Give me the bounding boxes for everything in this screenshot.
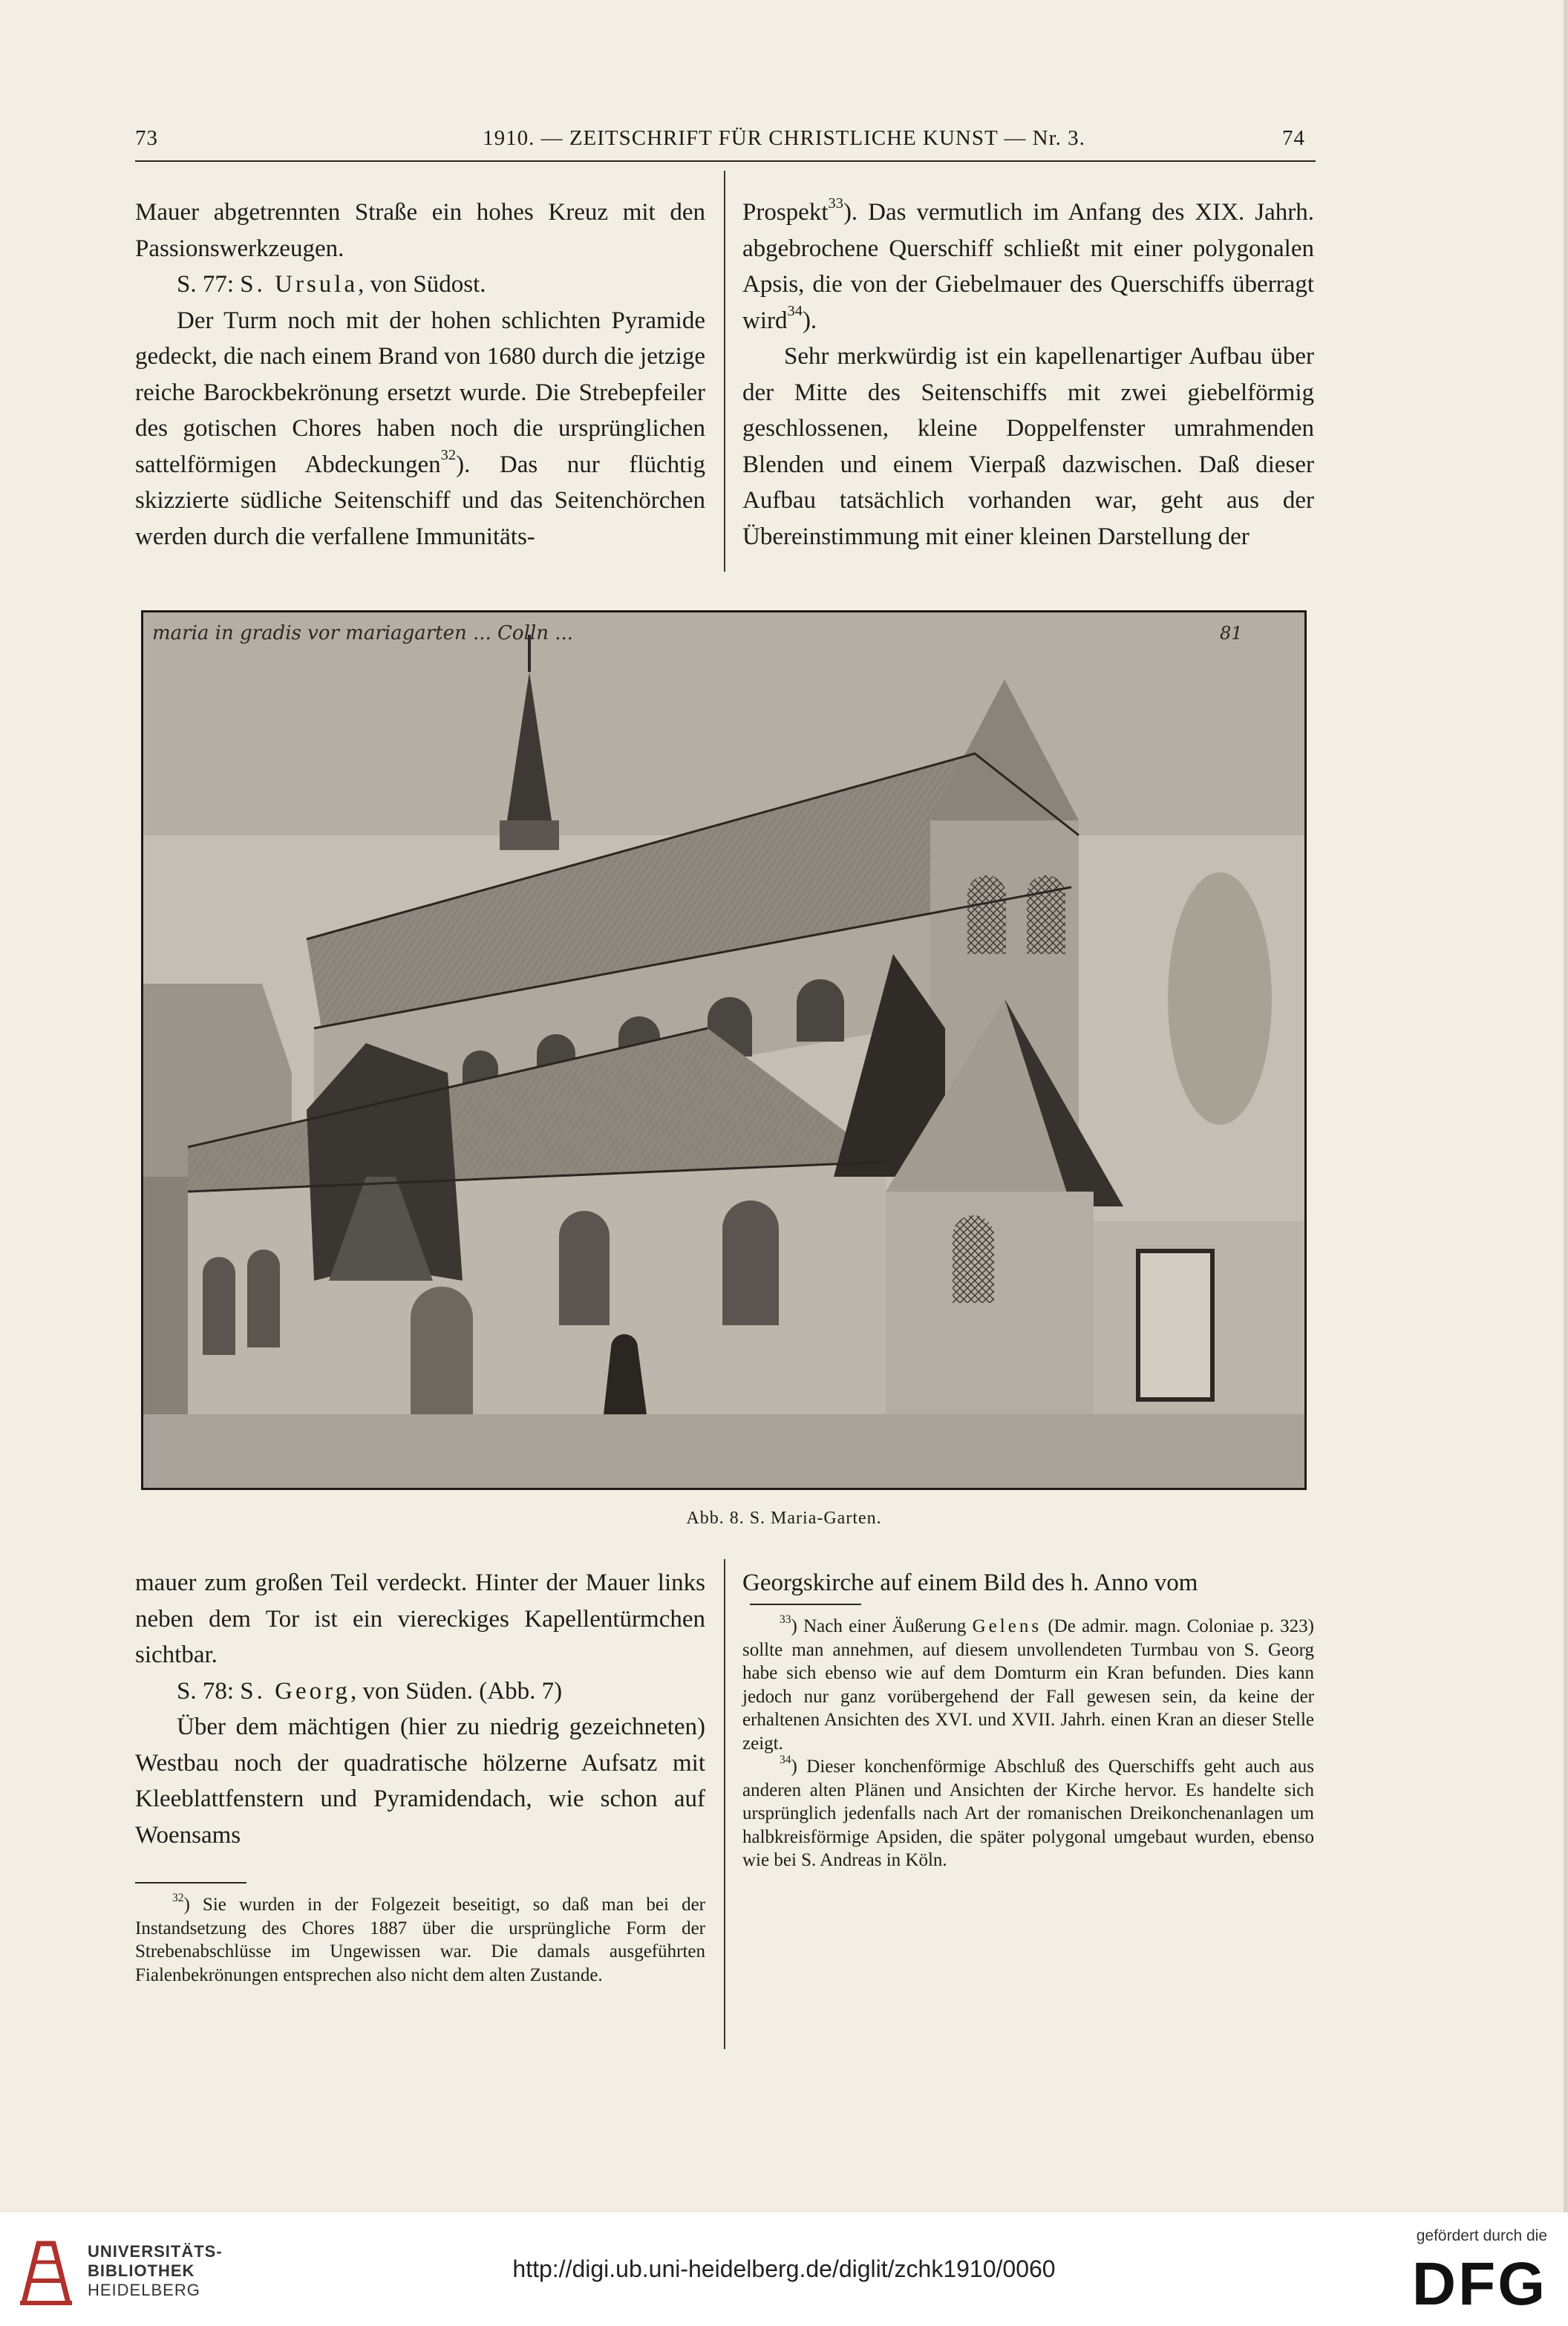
footnote-32: $^{32}$) Sie wurden in der Folgezeit beseitigt, so daß man bei der Instandsetzung des Chores 1887 über die ursprüngliche Form der Strebenabschlüsse im Ungewissen war. Die damals ausgeführten Fialenbekrönungen entsprechen also nicht dem alten Zustande.: [135, 1891, 705, 1985]
paragraph: Sehr merkwürdig ist ein kapellenartiger Aufbau über der Mitte des Seitenschiffs mit zwei giebelförmig geschlossenen, kleine Doppelfenster umrahmenden Blenden und einem Vierpaß dazwischen. Daß dieser Aufbau tatsächlich vorhanden war, geht aus der Übereinstimmung mit einer kleinen Darstellung der: [742, 343, 1314, 550]
drawing-inscription: maria in gradis vor mariagarten ... Colln ...: [152, 622, 574, 644]
church-drawing-figure: [141, 610, 1307, 1490]
paragraph: Georgskirche auf einem Bild des h. Anno vom: [742, 1569, 1198, 1596]
footnote-ref: 33: [828, 195, 843, 212]
entry-heading: S. 77: S. Ursula, von Südost.: [177, 271, 486, 298]
paragraph: Mauer abgetrennten Straße ein hohes Kreuz mit den Passionswerkzeugen.: [135, 199, 705, 262]
footnote-33: $^{33}$) Nach einer Äußerung Gelens (De admir. magn. Coloniae p. 323) sollte man annehmen, auf diesem unvollendeten Turmbau von S. Georg habe sich ebenso wie auf dem Domturm ein Kran befunden. Dies kann jedoch nur ganz vorübergehend der Fall gewesen sein, da keine der erhaltenen Ansichten des XVI. und XVII. Jahrh. einen Kran an dieser Stelle zeigt.: [742, 1613, 1314, 1754]
paragraph: Über dem mächtigen (hier zu niedrig gezeichneten) Westbau noch der quadratische hölzerne Aufsatz mit Kleeblattfenstern und Pyramidendach, wie schon auf Woensams: [135, 1714, 705, 1849]
footnote-rule-right: [750, 1604, 861, 1605]
running-header: 1910. — ZEITSCHRIFT FÜR CHRISTLICHE KUNST — Nr. 3.: [483, 126, 1085, 150]
page-number-left: 73: [135, 126, 158, 150]
drawing-number: 81: [1220, 623, 1243, 644]
left-column-top: [135, 195, 705, 555]
paragraph: Prospekt$^{33}$). Das vermutlich im Anfang des XIX. Jahrh. abgebrochene Querschiff schließt mit einer polygonalen Apsis, die von der Giebelmauer des Querschiffs überragt wird$^{34}$).: [742, 195, 1314, 334]
header-rule: [135, 160, 1316, 162]
entry-heading: S. 78: S. Georg, von Süden. (Abb. 7): [177, 1677, 563, 1705]
footnote-ref: 34: [787, 303, 803, 320]
figure-caption: Abb. 8. S. Maria-Garten.: [686, 1509, 882, 1528]
library-name: UNIVERSITÄTS- BIBLIOTHEK HEIDELBERG: [88, 2242, 223, 2299]
right-column-bottom: [742, 1565, 1314, 1601]
permalink-url[interactable]: http://digi.ub.uni-heidelberg.de/diglit/zchk1910/0060: [512, 2255, 1056, 2282]
column-divider-bottom: [724, 1559, 725, 2049]
dfg-logo-icon[interactable]: DFG: [1411, 2250, 1547, 2318]
church-drawing: [143, 612, 1304, 1488]
right-column-top: [742, 195, 1314, 555]
footnotes-left: [135, 1893, 705, 1987]
column-divider-top: [724, 171, 725, 572]
left-column-bottom: [135, 1565, 705, 1853]
paragraph: Der Turm noch mit der hohen schlichten Pyramide gedeckt, die nach einem Brand von 1680 durch die jetzige reiche Barockbekrönung ersetzt wurde. Die Strebepfeiler des gotischen Chores haben noch die ursprünglichen sattelförmigen Abdeckungen$^{32}$). Das nur flüchtig skizzierte südliche Seitenschiff und das Seitenchörchen werden durch die verfallene Immunitäts-: [135, 307, 705, 550]
footnote-34: $^{34}$) Dieser konchenförmige Abschluß des Querschiffs geht auch aus anderen alten Plänen und Ansichten der Kirche hervor. Es handelte sich ursprünglich jedenfalls nach Art der romanischen Dreikonchenanlagen um halbkreisförmige Apsiden, die später polygonal umgebaut wurden, ebenso wie bei S. Andreas in Köln.: [742, 1753, 1314, 1870]
footnote-rule-left: [135, 1882, 246, 1884]
funded-by-label: gefördert durch die: [1416, 2227, 1547, 2244]
footnote-ref: 32: [440, 447, 457, 464]
paragraph: mauer zum großen Teil verdeckt. Hinter der Mauer links neben dem Tor ist ein viereckiges Kapellentürmchen sichtbar.: [135, 1569, 705, 1668]
page-number-right: 74: [1282, 126, 1305, 150]
viewer-footer: [0, 2212, 1568, 2326]
footnotes-right: [742, 1615, 1314, 1872]
